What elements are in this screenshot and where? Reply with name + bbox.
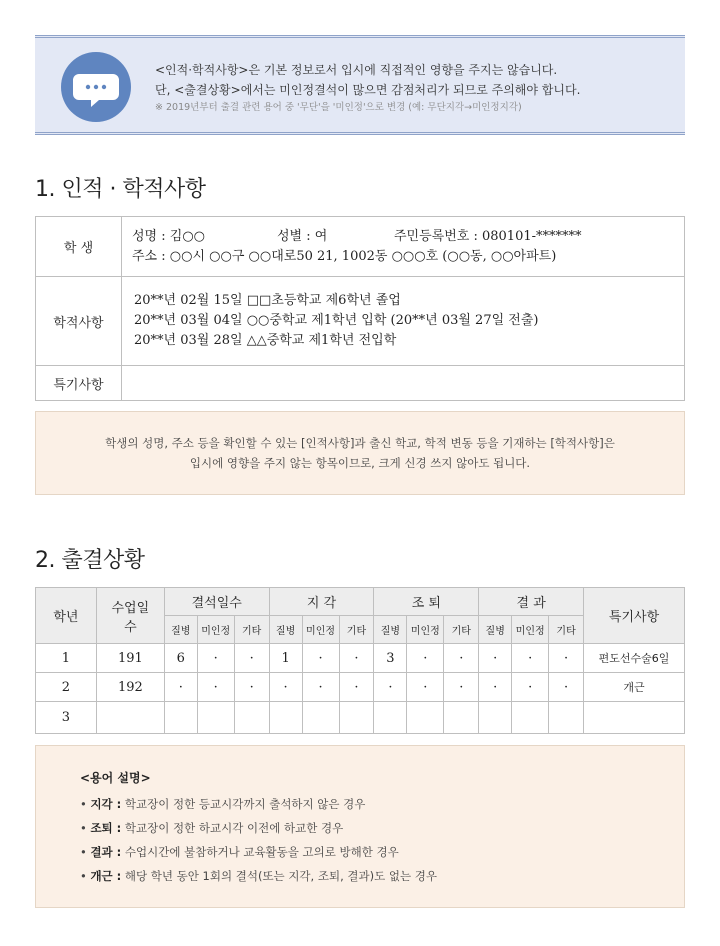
student-gender: 성별 : 여 xyxy=(277,228,328,244)
info-line-2: 입시에 영향을 주지 않는 항목이므로, 크게 신경 쓰지 않아도 됩니다. xyxy=(189,456,531,470)
row-cell xyxy=(407,702,444,734)
row-cell xyxy=(444,702,479,734)
glossary-desc: 해당 학년 동안 1회의 결석(또는 지각, 조퇴, 결과)도 없는 경우 xyxy=(121,869,437,883)
student-info xyxy=(122,217,685,277)
row-cell xyxy=(479,702,512,734)
row-special xyxy=(584,702,685,734)
table-row xyxy=(36,644,685,673)
row-cell: · xyxy=(197,673,234,702)
record-item: 20**년 02월 15일 □□초등학교 제6학년 졸업 xyxy=(134,293,401,308)
row-days: 191 xyxy=(96,644,164,673)
row-cell: · xyxy=(444,673,479,702)
glossary-term: 개근 : xyxy=(90,869,122,883)
row-cell xyxy=(339,702,374,734)
row-cell: · xyxy=(407,644,444,673)
row-cell: · xyxy=(479,644,512,673)
glossary-term: 조퇴 : xyxy=(90,821,122,835)
row-grade: 1 xyxy=(36,644,97,673)
glossary-item: • 조퇴 : 학교장이 정한 하교시각 이전에 하교한 경우 xyxy=(80,821,344,835)
row-cell: · xyxy=(549,644,584,673)
sub-header: 기타 xyxy=(444,616,479,644)
notice-line-2: 단, <출결상황>에서는 미인정결석이 많으면 감점처리가 되므로 주의해야 합니다. xyxy=(155,83,581,97)
glossary-desc: 학교장이 정한 등교시각까지 출석하지 않은 경우 xyxy=(121,797,366,811)
chat-bubble-icon xyxy=(61,52,131,122)
personal-info-table xyxy=(35,216,685,401)
sub-header: 기타 xyxy=(234,616,269,644)
row-cell: · xyxy=(339,644,374,673)
glossary-desc: 수업시간에 불참하거나 교육활동을 고의로 방해한 경우 xyxy=(121,845,399,859)
row-grade: 3 xyxy=(36,702,97,734)
row-cell: · xyxy=(197,644,234,673)
glossary-item: • 결과 : 수업시간에 불참하거나 교육활동을 고의로 방해한 경우 xyxy=(80,845,399,859)
glossary-item: • 개근 : 해당 학년 동안 1회의 결석(또는 지각, 조퇴, 결과)도 없는 경우 xyxy=(80,869,437,883)
section-2-title: 2. 출결상황 xyxy=(35,548,145,573)
section-1-info xyxy=(35,411,685,495)
row-cell xyxy=(549,702,584,734)
glossary-term: 지각 : xyxy=(90,797,122,811)
header-miss: 결 과 xyxy=(479,588,584,616)
row-cell: · xyxy=(234,673,269,702)
section-1-title: 1. 인적 · 학적사항 xyxy=(35,177,206,202)
table-row xyxy=(36,702,685,734)
header-absence: 결석일수 xyxy=(164,588,269,616)
notice-line-1: <인적·학적사항>은 기본 정보로서 입시에 직접적인 영향을 주지는 않습니다. xyxy=(155,63,558,77)
row-cell: · xyxy=(512,644,549,673)
notice-box xyxy=(35,35,685,135)
row-cell: · xyxy=(234,644,269,673)
glossary-desc: 학교장이 정한 하교시각 이전에 하교한 경우 xyxy=(121,821,344,835)
sub-header: 질병 xyxy=(164,616,197,644)
student-name: 성명 : 김○○ xyxy=(132,228,206,244)
row-cell: · xyxy=(512,673,549,702)
row-cell xyxy=(269,702,302,734)
record-item: 20**년 03월 04일 ○○중학교 제1학년 입학 (20**년 03월 27일 전출) xyxy=(134,313,539,328)
row-special: 편도선수술6일 xyxy=(584,644,685,673)
row-cell xyxy=(197,702,234,734)
row-days xyxy=(96,702,164,734)
sub-header: 미인정 xyxy=(512,616,549,644)
row-cell xyxy=(512,702,549,734)
header-grade: 학년 xyxy=(36,588,97,644)
row-cell: · xyxy=(444,644,479,673)
row-cell xyxy=(234,702,269,734)
row-cell xyxy=(374,702,407,734)
header-early: 조 퇴 xyxy=(374,588,479,616)
glossary-term: 결과 : xyxy=(90,845,122,859)
student-rrn: 주민등록번호 : 080101-******* xyxy=(394,228,582,244)
sub-header: 미인정 xyxy=(302,616,339,644)
row-cell: · xyxy=(302,673,339,702)
record-label: 학적사항 xyxy=(36,277,122,366)
special-value xyxy=(122,366,685,401)
row-cell: · xyxy=(164,673,197,702)
row-cell xyxy=(302,702,339,734)
row-special: 개근 xyxy=(584,673,685,702)
sub-header: 질병 xyxy=(269,616,302,644)
sub-header: 질병 xyxy=(479,616,512,644)
record-item: 20**년 03월 28일 △△중학교 제1학년 전입학 xyxy=(134,333,397,348)
glossary-title: <용어 설명> xyxy=(80,771,151,785)
sub-header: 미인정 xyxy=(197,616,234,644)
row-cell: 6 xyxy=(164,644,197,673)
row-cell xyxy=(164,702,197,734)
row-cell: 3 xyxy=(374,644,407,673)
student-address: 주소 : ○○시 ○○구 ○○대로50 21, 1002동 ○○○호 (○○동, ○○아파트) xyxy=(132,248,557,264)
row-cell: · xyxy=(269,673,302,702)
attendance-table xyxy=(35,587,685,734)
row-cell: · xyxy=(374,673,407,702)
table-row xyxy=(36,673,685,702)
sub-header: 질병 xyxy=(374,616,407,644)
student-label: 학 생 xyxy=(36,217,122,277)
glossary-box xyxy=(35,745,685,908)
special-label: 특기사항 xyxy=(36,366,122,401)
row-cell: · xyxy=(302,644,339,673)
row-cell: 1 xyxy=(269,644,302,673)
glossary-item: • 지각 : 학교장이 정한 등교시각까지 출석하지 않은 경우 xyxy=(80,797,366,811)
row-cell: · xyxy=(339,673,374,702)
header-special: 특기사항 xyxy=(584,588,685,644)
row-cell: · xyxy=(407,673,444,702)
notice-line-3: ※ 2019년부터 출결 관련 용어 중 '무단'을 '미인정'으로 변경 (예: 무단지각→미인정지각) xyxy=(155,102,522,113)
row-cell: · xyxy=(479,673,512,702)
header-days: 수업일수 xyxy=(96,588,164,644)
info-line-1: 학생의 성명, 주소 등을 확인할 수 있는 [인적사항]과 출신 학교, 학적 변동 등을 기재하는 [학적사항]은 xyxy=(105,436,615,450)
row-grade: 2 xyxy=(36,673,97,702)
row-cell: · xyxy=(549,673,584,702)
sub-header: 미인정 xyxy=(407,616,444,644)
record-list xyxy=(122,277,685,366)
sub-header: 기타 xyxy=(339,616,374,644)
row-days: 192 xyxy=(96,673,164,702)
header-late: 지 각 xyxy=(269,588,374,616)
sub-header: 기타 xyxy=(549,616,584,644)
